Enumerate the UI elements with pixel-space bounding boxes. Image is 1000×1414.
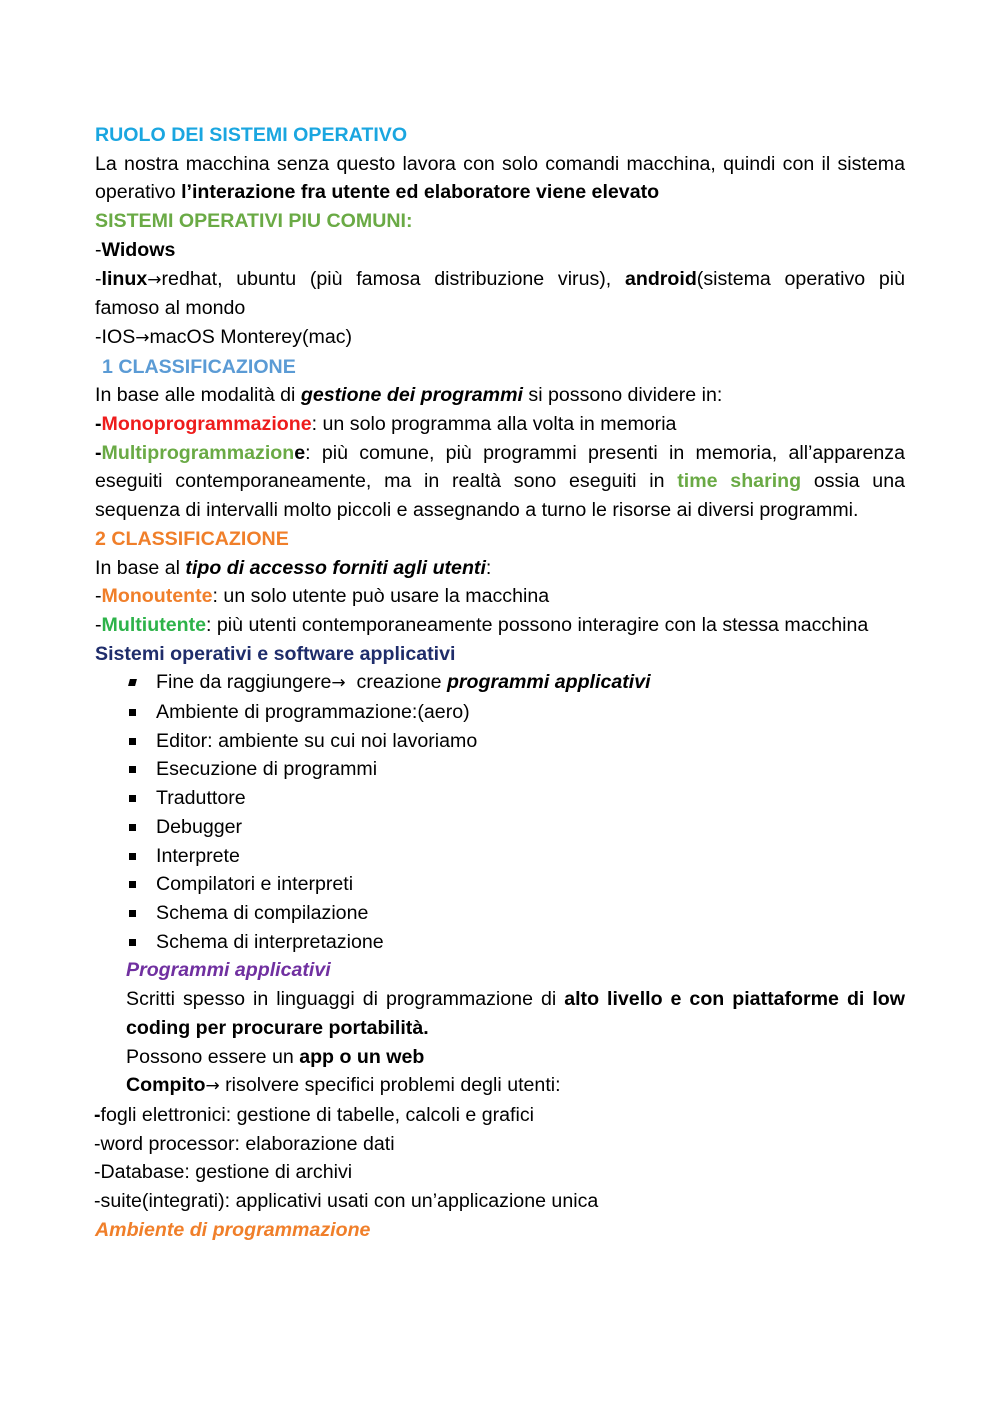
mono-prog-term: Monoprogrammazione — [101, 413, 312, 436]
dash: - — [94, 1161, 101, 1184]
time-sharing-term: time sharing — [677, 470, 802, 493]
multi-prog-term-end: e — [294, 441, 306, 464]
arrow-right-icon: → — [147, 269, 162, 290]
class1-intro-b: gestione dei programmi — [300, 384, 523, 407]
list-item — [127, 784, 905, 813]
list-item-text: suite(integrati): applicativi usati con un’applicazione unica — [100, 1190, 599, 1213]
arrow-right-icon: → — [331, 673, 346, 694]
arrow-right-icon: → — [135, 327, 150, 348]
bullet-text: Debugger — [156, 815, 243, 838]
apps-text-bold: alto livello e con piattaforme di low coding per procurare portabilità. — [126, 988, 905, 1039]
dash: - — [95, 267, 102, 290]
bullet-square-icon — [129, 939, 136, 946]
bullet-text: creazione — [345, 671, 447, 694]
dash: - — [94, 1190, 101, 1213]
bullet-text: Ambiente di programmazione:(aero) — [156, 701, 470, 724]
apps-task-line — [95, 1071, 905, 1101]
software-heading: Sistemi operativi e software applicativi — [95, 642, 456, 665]
bullet-square-icon — [129, 795, 136, 802]
apps-text: Scritti spesso in linguaggi di programmazione di — [126, 988, 565, 1011]
list-item — [127, 899, 905, 928]
env-heading: Ambiente di programmazione — [95, 1218, 371, 1241]
list-item — [127, 870, 905, 899]
bullet-square-icon — [129, 824, 136, 831]
multi-user-desc: : più utenti contemporaneamente possono interagire con la stessa macchina — [206, 613, 869, 636]
list-item-text: word processor: elaborazione dati — [100, 1132, 395, 1155]
linux-distros: redhat, ubuntu (più famosa distribuzione virus), — [161, 267, 625, 290]
multi-user-paragraph — [95, 611, 905, 640]
arrow-right-icon: → — [205, 1076, 220, 1097]
mono-user-term: Monoutente — [101, 585, 213, 608]
apps-heading: Programmi applicativi — [126, 959, 331, 982]
windows-line — [95, 236, 905, 265]
bullet-text: Schema di compilazione — [156, 901, 369, 924]
apps-forms-line — [95, 1043, 905, 1072]
bullet-text: Traduttore — [156, 787, 246, 810]
bullet-square-icon — [129, 738, 136, 745]
bullet-text-bold: programmi applicativi — [446, 671, 651, 694]
dash: - — [95, 441, 102, 464]
class2-heading: 2 CLASSIFICAZIONE — [95, 527, 289, 550]
list-item — [127, 698, 905, 727]
apps-examples-list — [94, 1101, 905, 1216]
apps-forms-text: Possono essere un — [126, 1045, 300, 1068]
list-item — [127, 727, 905, 756]
common-heading: SISTEMI OPERATIVI PIU COMUNI: — [95, 210, 413, 233]
dash: - — [94, 1103, 101, 1126]
apps-forms-bold: app o un web — [299, 1045, 425, 1068]
linux-label: linux — [101, 267, 148, 290]
multi-user-term: Multiutente — [101, 613, 207, 636]
mono-prog-line — [95, 410, 905, 439]
class1-intro-c: si possono dividere in: — [522, 384, 723, 407]
dash: - — [94, 1132, 101, 1155]
class2-intro-a: In base al — [95, 556, 186, 579]
ios-label: -IOS — [95, 325, 136, 348]
dash: - — [95, 613, 102, 636]
class1-intro — [95, 381, 905, 410]
list-item — [127, 842, 905, 871]
dash: - — [95, 238, 102, 261]
multi-prog-term: Multiprogrammazion — [101, 441, 295, 464]
dash: - — [95, 585, 102, 608]
android-label: android — [624, 267, 697, 290]
intro-bold: l’interazione fra utente ed elaboratore viene elevato — [181, 181, 660, 204]
mono-user-desc: : un solo utente può usare la macchina — [212, 585, 550, 608]
list-item — [127, 668, 905, 698]
list-item — [94, 1158, 905, 1187]
list-item-text: fogli elettronici: gestione di tabelle, calcoli e grafici — [100, 1103, 535, 1126]
ios-desc: macOS Monterey(mac) — [149, 325, 353, 348]
list-item — [94, 1187, 905, 1216]
mono-user-line — [95, 582, 905, 611]
linux-line — [95, 265, 905, 323]
list-item — [127, 813, 905, 842]
intro-text: La nostra macchina senza questo lavora con solo comandi macchina, quindi con il sistema operativo — [95, 152, 905, 204]
list-item — [127, 928, 905, 957]
class1-intro-a: In base alle modalità di — [95, 384, 301, 407]
dash: - — [95, 413, 102, 436]
multi-prog-paragraph — [95, 439, 905, 525]
android-desc: (sistema operativo più famoso al mondo — [95, 267, 905, 320]
apps-paragraph — [95, 985, 905, 1042]
software-bullet-list — [95, 668, 905, 956]
bullet-square-icon — [129, 910, 136, 917]
bullet-text: Compilatori e interpreti — [156, 873, 354, 896]
mono-prog-desc: : un solo programma alla volta in memoria — [311, 413, 677, 436]
list-item — [94, 1130, 905, 1159]
bullet-text: Esecuzione di programmi — [156, 758, 378, 781]
bullet-square-icon — [129, 709, 136, 716]
bullet-text: Fine da raggiungere — [156, 671, 332, 694]
bullet-square-icon — [129, 881, 136, 888]
ios-line — [95, 323, 905, 353]
class1-heading: 1 CLASSIFICAZIONE — [102, 355, 296, 378]
intro-paragraph — [95, 150, 905, 207]
bullet-square-icon — [129, 853, 136, 860]
multi-prog-desc-end: ossia una sequenza di intervalli molto piccoli e assegnando a turno le risorse ai diversi programmi. — [95, 470, 905, 522]
bullet-square-icon — [129, 766, 136, 773]
windows-label: Widows — [101, 238, 176, 261]
task-label: Compito — [126, 1074, 206, 1097]
bullet-text: Editor: ambiente su cui noi lavoriamo — [156, 729, 478, 752]
class2-intro-c: : — [485, 556, 492, 579]
document-page — [95, 121, 905, 1244]
multi-prog-desc: : più comune, più programmi presenti in memoria, all’apparenza eseguiti contemporaneamente, ma in realtà sono eseguiti in — [95, 441, 905, 493]
class2-intro — [95, 554, 905, 583]
bullet-text: Schema di interpretazione — [156, 930, 384, 953]
bullet-square-icon — [128, 679, 137, 686]
list-item-text: Database: gestione di archivi — [100, 1161, 353, 1184]
task-desc: risolvere specifici problemi degli utenti: — [219, 1074, 561, 1097]
list-item — [127, 755, 905, 784]
class2-intro-b: tipo di accesso forniti agli utenti — [185, 556, 486, 579]
bullet-text: Interprete — [156, 844, 240, 867]
page-title: RUOLO DEI SISTEMI OPERATIVO — [95, 124, 408, 146]
list-item — [94, 1101, 905, 1130]
